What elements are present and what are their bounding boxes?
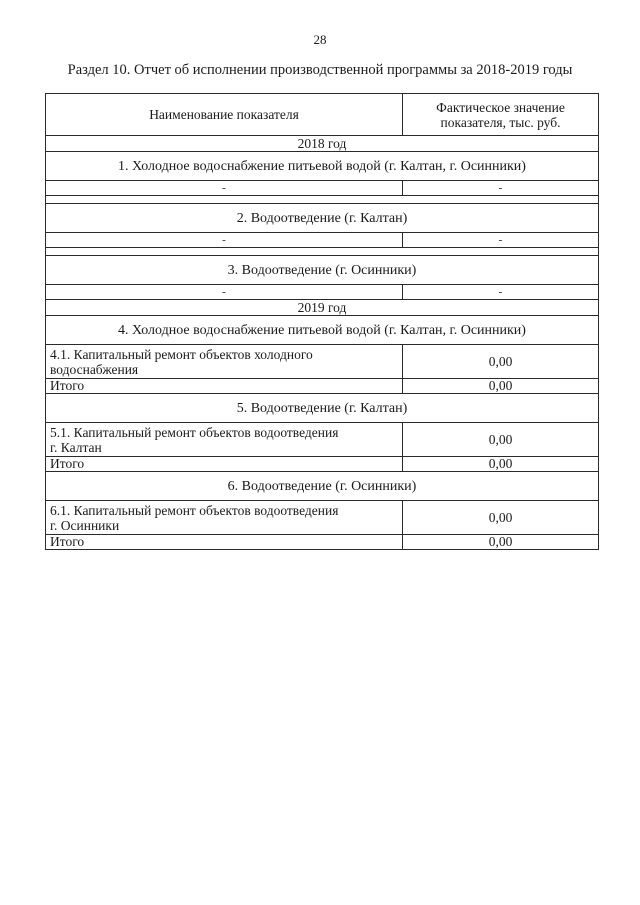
total-5-value: 0,00 (403, 457, 599, 472)
section-row-4 (46, 316, 599, 345)
table-row (46, 501, 599, 535)
total-label: Итого (46, 535, 403, 550)
dash-cell: - (46, 233, 403, 248)
table-row (46, 345, 599, 379)
item-6-1-line2: г. Осинники (50, 517, 120, 533)
dash-cell: - (46, 181, 403, 196)
item-4-1-line2: водоснабжения (50, 361, 139, 377)
item-6-1-label (46, 501, 403, 535)
table-row (46, 285, 599, 300)
total-row-4 (46, 379, 599, 394)
spacer-cell (46, 196, 599, 204)
spacer-row (46, 248, 599, 256)
year-2019-label: 2019 год (46, 300, 599, 316)
section-row-3 (46, 256, 599, 285)
header-actual-value-line2: показателя, тыс. руб. (440, 114, 561, 130)
dash-cell: - (403, 285, 599, 300)
header-indicator-name: Наименование показателя (46, 94, 403, 136)
table-header-row (46, 94, 599, 136)
spacer-row (46, 196, 599, 204)
year-row-2018 (46, 136, 599, 152)
table-row (46, 181, 599, 196)
section-row-5 (46, 394, 599, 423)
page-number: 28 (313, 32, 327, 47)
dash-cell: - (403, 233, 599, 248)
item-6-1-line1: 6.1. Капитальный ремонт объектов водоотведения (50, 502, 339, 518)
total-row-6 (46, 535, 599, 550)
item-5-1-label (46, 423, 403, 457)
header-actual-value-line1: Фактическое значение (436, 99, 565, 115)
year-row-2019 (46, 300, 599, 316)
table-row (46, 423, 599, 457)
dash-cell: - (46, 285, 403, 300)
total-4-value: 0,00 (403, 379, 599, 394)
total-6-value: 0,00 (403, 535, 599, 550)
section-row-2 (46, 204, 599, 233)
section-4-title: 4. Холодное водоснабжение питьевой водой (г. Калтан, г. Осинники) (46, 316, 599, 345)
year-2018-label: 2018 год (46, 136, 599, 152)
total-row-5 (46, 457, 599, 472)
item-5-1-line2: г. Калтан (50, 439, 102, 455)
section-5-title: 5. Водоотведение (г. Калтан) (46, 394, 599, 423)
section-6-title: 6. Водоотведение (г. Осинники) (46, 472, 599, 501)
item-4-1-value: 0,00 (403, 345, 599, 379)
header-actual-value (403, 94, 599, 136)
report-table (45, 93, 599, 550)
item-4-1-label (46, 345, 403, 379)
section-2-title: 2. Водоотведение (г. Калтан) (46, 204, 599, 233)
section-1-title: 1. Холодное водоснабжение питьевой водой (г. Калтан, г. Осинники) (46, 152, 599, 181)
spacer-cell (46, 248, 599, 256)
item-4-1-line1: 4.1. Капитальный ремонт объектов холодного (50, 346, 313, 362)
total-label: Итого (46, 457, 403, 472)
table-row (46, 233, 599, 248)
item-6-1-value: 0,00 (403, 501, 599, 535)
dash-cell: - (403, 181, 599, 196)
section-title: Раздел 10. Отчет об исполнении производственной программы за 2018-2019 годы (67, 62, 573, 78)
section-3-title: 3. Водоотведение (г. Осинники) (46, 256, 599, 285)
item-5-1-value: 0,00 (403, 423, 599, 457)
section-row-6 (46, 472, 599, 501)
item-5-1-line1: 5.1. Капитальный ремонт объектов водоотведения (50, 424, 339, 440)
section-row-1 (46, 152, 599, 181)
total-label: Итого (46, 379, 403, 394)
